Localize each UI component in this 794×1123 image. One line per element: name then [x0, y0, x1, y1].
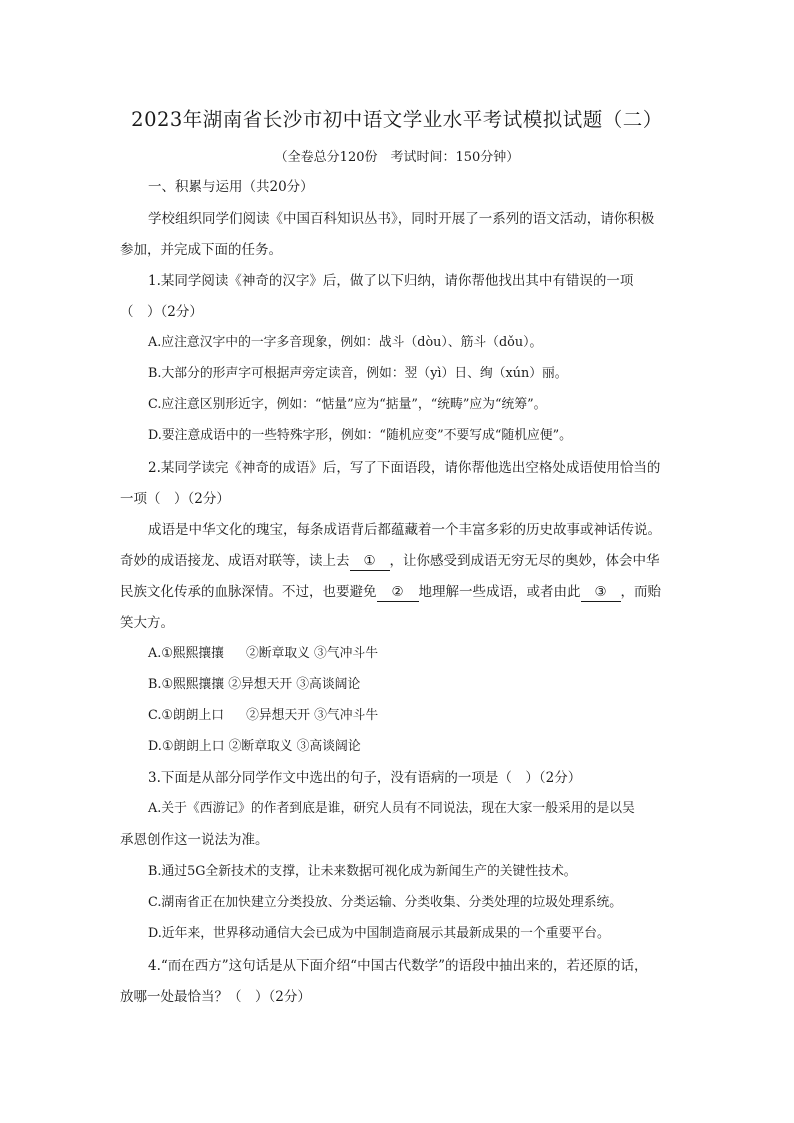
- passage-text: 奇妙的成语接龙、成语对联等，读上去: [120, 553, 350, 569]
- passage-line: 笑大方。: [120, 615, 174, 631]
- page-title: 2023年湖南省长沙市初中语文学业水平考试模拟试题（二）: [131, 108, 663, 131]
- question-1-option-c: C.应注意区别形近字，例如：“惦量”应为“掂量”，“统畴”应为“统筹”。: [148, 397, 547, 412]
- passage-text: ，而贻: [620, 584, 661, 600]
- passage-line: [120, 551, 660, 571]
- question-1-option-d: D.要注意成语中的一些特殊字形，例如：“随机应变”不要写成“随机应便”。: [148, 428, 572, 443]
- passage-line: [120, 582, 661, 602]
- option-part: A.①熙熙攘攘: [148, 646, 224, 661]
- passage-text: ，让你感受到成语无穷无尽的奥妙，体会中华: [389, 553, 660, 569]
- blank-2: ②: [377, 583, 419, 602]
- question-4-stem: 4.“而在西方”这句话是从下面介绍“中国古代数学”的语段中抽出来的，若还原的话，: [148, 958, 648, 974]
- section-heading: 一、积累与运用（共20分）: [148, 179, 314, 195]
- blank-1: ①: [350, 552, 390, 571]
- option-part: B.①熙熙攘攘 ②异想天开 ③高谈阔论: [148, 677, 361, 692]
- option-part: C.①朗朗上口: [148, 708, 225, 723]
- question-3-option-c: C.湖南省正在加快建立分类投放、分类运输、分类收集、分类处理的垃圾处理系统。: [148, 895, 623, 910]
- option-part: ②断章取义 ③气冲斗牛: [245, 646, 379, 661]
- question-3-stem: 3.下面是从部分同学作文中选出的句子，没有语病的一项是（ ）（2分）: [148, 770, 582, 786]
- question-1-stem: （ ）（2分）: [120, 304, 203, 320]
- question-1-stem: 1.某同学阅读《神奇的汉字》后，做了以下归纳，请你帮他找出其中有错误的一项: [148, 273, 634, 289]
- question-3-option-a: A.关于《西游记》的作者到底是谁，研究人员有不同说法，现在大家一般采用的是以吴: [148, 801, 635, 816]
- question-2-stem: 2.某同学读完《神奇的成语》后，写了下面语段，请你帮他选出空格处成语使用恰当的: [148, 460, 661, 476]
- option-part: D.①朗朗上口 ②断章取义 ③高谈阔论: [148, 739, 361, 754]
- question-4-stem: 放哪一处最恰当？（ ）（2分）: [120, 989, 311, 1005]
- question-1-option-a: A.应注意汉字中的一字多音现象，例如：战斗（dòu）、筋斗（dǒu）。: [148, 335, 543, 350]
- question-2-option-d: [148, 737, 361, 757]
- question-3-option-a: 承恩创作这一说法为准。: [120, 832, 269, 848]
- passage-line: 成语是中华文化的瑰宝，每条成语背后都蕴藏着一个丰富多彩的历史故事或神话传说。: [148, 522, 661, 538]
- question-2-option-b: [148, 675, 360, 695]
- passage-text: 地理解一些成语，或者由此: [418, 584, 581, 600]
- exam-info: （全卷总分120份 考试时间：150分钟）: [274, 150, 520, 165]
- question-2-stem: 一项（ ）（2分）: [120, 491, 230, 507]
- intro-line: 参加，并完成下面的任务。: [120, 242, 282, 258]
- question-2-option-a: [148, 644, 378, 664]
- intro-line: 学校组织同学们阅读《中国百科知识丛书》，同时开展了一系列的语文活动，请你积极: [148, 211, 655, 227]
- blank-3: ③: [581, 583, 621, 602]
- passage-text: 民族文化传承的血脉深情。不过，也要避免: [120, 584, 377, 600]
- question-3-option-b: B.通过5G全新技术的支撑，让未来数据可视化成为新闻生产的关键性技术。: [148, 864, 577, 879]
- question-2-option-c: [148, 706, 378, 726]
- question-1-option-b: B.大部分的形声字可根据声旁定读音，例如：翌（yì）日、绚（xún）丽。: [148, 366, 568, 381]
- option-part: ②异想天开 ③气冲斗牛: [246, 708, 379, 723]
- question-3-option-d: D.近年来，世界移动通信大会已成为中国制造商展示其最新成果的一个重要平台。: [148, 926, 610, 941]
